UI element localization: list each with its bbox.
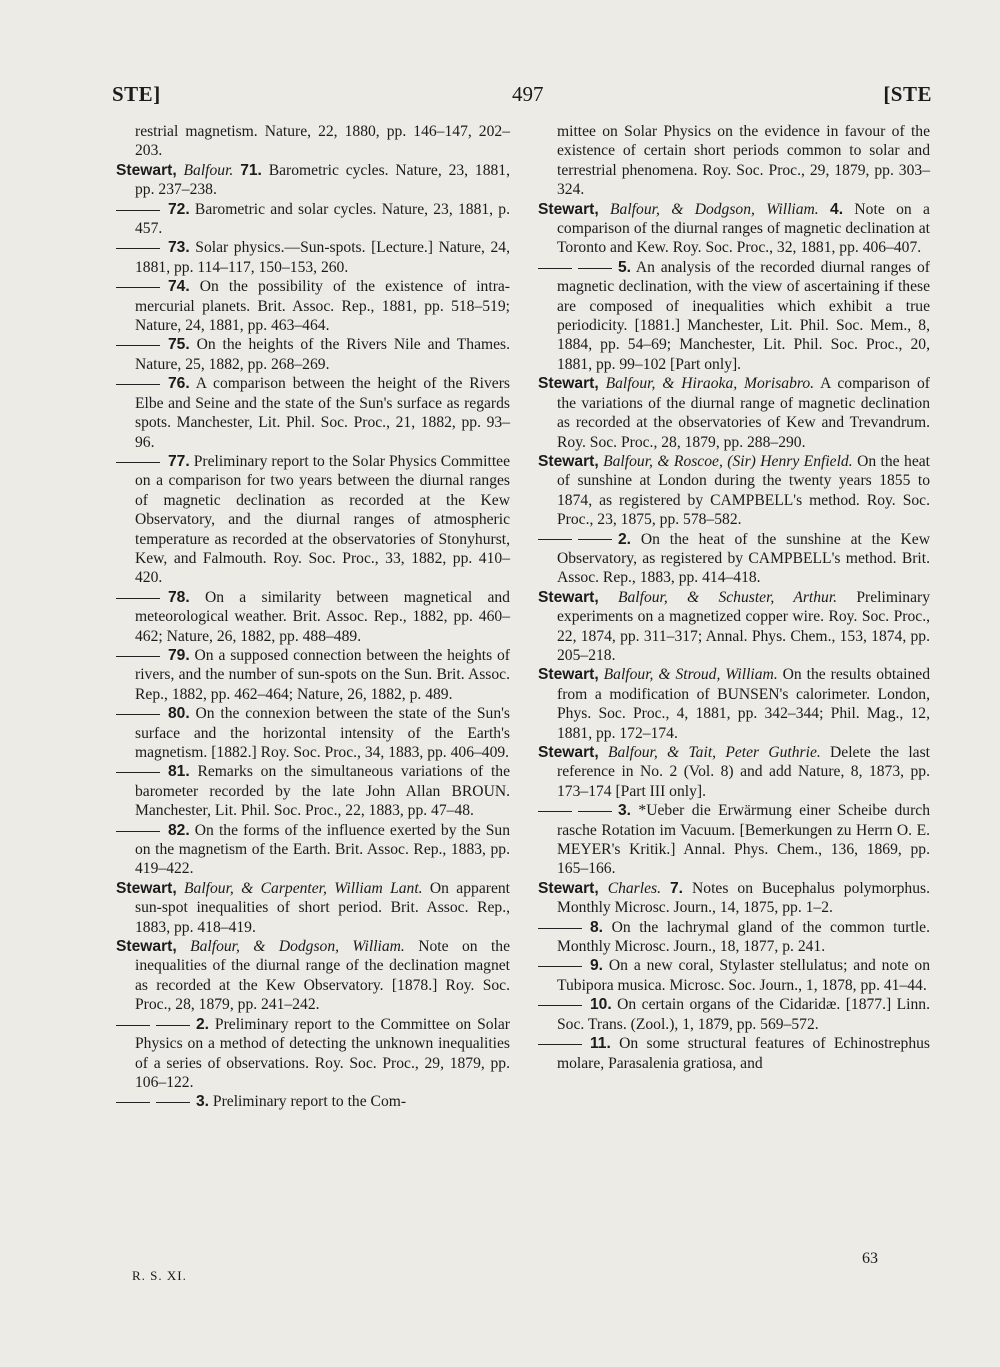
bibliography-entry — [116, 238, 510, 277]
entry-text: On the possibility of the existence of intra-mercurial planets. Brit. Assoc. Rep., 1881, pp. 518–519; Nature, 24, 1881, pp. 463–464. — [135, 278, 510, 335]
signature-mark: R. S. XI. — [132, 1268, 187, 1283]
entry-author: Stewart, — [538, 588, 599, 606]
entry-text: On the heat of the sunshine at the Kew Observatory, as registered by CAMPBELL's method. Brit. Assoc. Rep., 1883, pp. 414–418. — [557, 530, 930, 587]
bibliography-entry — [538, 956, 930, 995]
entry-number: 81. — [168, 763, 190, 781]
left-column — [116, 122, 510, 1112]
entry-text: On some structural features of Echinostrephus molare, Parasalenia gratiosa, and — [557, 1035, 930, 1072]
bibliography-entry — [538, 200, 930, 258]
entry-text: On the heights of the Rivers Nile and Thames. Nature, 25, 1882, pp. 268–269. — [135, 336, 511, 373]
entry-text: On the lachrymal gland of the common turtle. Monthly Microsc. Journ., 18, 1877, p. 241. — [557, 918, 930, 956]
entry-text: A comparison of the variations of the diurnal range of magnetic declination as recorded at the observatories of Kew and Trevandrum. Roy. Soc. Proc., 28, 1879, pp. 288–290. — [557, 375, 930, 451]
bibliography-entry — [116, 704, 510, 762]
entry-text: Notes on Bucephalus polymorphus. Monthly Microsc. Journ., 14, 1875, pp. 1–2. — [557, 879, 930, 917]
entry-text: Solar physics.—Sun-spots. [Lecture.] Nature, 24, 1881, pp. 114–117, 150–153, 260. — [135, 239, 511, 276]
ditto-dash — [116, 210, 160, 211]
ditto-dash — [538, 1005, 582, 1006]
bibliography-entry — [538, 258, 930, 374]
entry-text: Preliminary experiments on a magnetized copper wire. Roy. Soc. Proc., 22, 1874, pp. 311–317; Annal. Phys. Chem., 153, 1874, pp. 205–218. — [557, 588, 930, 664]
entry-text: On the heat of sunshine at London during the twenty years 1855 to 1874, as registered by CAMPBELL's method. Roy. Soc. Proc., 23, 1875, pp. 578–582. — [557, 452, 930, 529]
entry-text: Barometric and solar cycles. Nature, 23, 1881, p. 457. — [135, 200, 510, 238]
entry-text: restrial magnetism. Nature, 22, 1880, pp. 146–147, 202–203. — [135, 123, 510, 160]
entry-author: Stewart, — [538, 744, 599, 761]
entry-text: On the connexion between the state of the Sun's surface and the horizontal intensity of the Earth's magnetism. [1882.] Roy. Soc. Proc., 34, 1883, pp. 406–409. — [135, 705, 511, 761]
entry-author-given: Charles. — [607, 879, 661, 897]
entry-text: On the forms of the influence exerted by the Sun on the magnetism of the Earth. Brit. Assoc. Rep., 1883, pp. 419–422. — [135, 821, 511, 878]
entry-number: 82. — [168, 821, 190, 839]
bibliography-entry — [538, 743, 930, 801]
ditto-dash — [538, 1044, 582, 1045]
entry-text: mittee on Solar Physics on the evidence in favour of the existence of certain short periods common to solar and terrestrial phenomena. Roy. Soc. Proc., 29, 1879, pp. 303–324. — [557, 123, 930, 199]
entry-author: Stewart, — [538, 375, 599, 393]
bibliography-entry — [116, 374, 510, 452]
entry-number: 2. — [196, 1015, 210, 1033]
bibliography-entry — [116, 161, 510, 200]
ditto-dash — [116, 831, 160, 832]
ditto-dash — [538, 539, 572, 540]
entry-number: 71. — [240, 161, 262, 179]
entry-number: 79. — [168, 646, 190, 664]
ditto-dash — [116, 384, 160, 385]
bibliography-entry — [116, 821, 510, 879]
entry-number: 7. — [670, 879, 684, 897]
bibliography-entry — [538, 1034, 930, 1073]
ditto-dash — [116, 772, 160, 773]
bibliography-entry — [116, 762, 510, 820]
entry-author-given: Balfour, & Dodgson, William. — [610, 200, 819, 218]
entry-text: Remarks on the simultaneous variations of the barometer recorded by the late John Allan BROUN. Manchester, Lit. Phil. Soc. Proc., 22, 1883, pp. 47–48. — [135, 763, 510, 820]
ditto-dash — [156, 1102, 190, 1103]
entry-number: 72. — [168, 200, 190, 218]
bibliography-entry — [116, 452, 510, 588]
entry-number: 78. — [168, 588, 190, 606]
header-left-catchword: STE] — [112, 82, 161, 106]
bibliography-entry — [538, 530, 930, 588]
entry-text: Barometric cycles. Nature, 23, 1881, pp. 237–238. — [135, 161, 510, 199]
entry-number: 2. — [618, 530, 632, 548]
entry-number: 10. — [590, 996, 612, 1014]
entry-author-given: Balfour, & Carpenter, William Lant. — [184, 879, 423, 897]
entry-text: An analysis of the recorded diurnal ranges of magnetic declination, with the view of ascertaining if these are composed of inequalities which exhibit a true periodicity. [1881.] Manchester, Lit. Phil. Soc. Mem., 8, 1884, pp. 54–69; Manchester, Lit. Phil. Soc. Proc., 20, 1881, pp. 99–102 [Part only]. — [557, 258, 930, 373]
bibliography-entry — [116, 588, 510, 646]
ditto-dash — [116, 287, 160, 288]
entry-author-given: Balfour, & Dodgson, William. — [190, 938, 405, 956]
entry-author-given: Balfour, & Tait, Peter Guthrie. — [607, 744, 821, 761]
entry-author-given: Balfour, & Roscoe, (Sir) Henry Enfield. — [603, 452, 853, 470]
bibliography-entry — [538, 918, 930, 957]
entry-text: Preliminary report to the Com- — [212, 1093, 407, 1111]
entry-text: On a new coral, Stylaster stellulatus; and note on Tubipora musica. Microsc. Soc. Journ., 1, 1878, pp. 41–44. — [557, 957, 930, 994]
entry-text: On apparent sun-spot inequalities of short period. Brit. Assoc. Rep., 1883, pp. 418–419. — [135, 879, 510, 936]
bibliography-entry — [538, 801, 930, 879]
entry-number: 76. — [168, 375, 190, 393]
entry-author: Stewart, — [538, 666, 599, 684]
entry-author: Stewart, — [538, 452, 599, 470]
bibliography-entry — [538, 665, 930, 743]
entry-text: *Ueber die Erwärmung einer Scheibe durch rasche Rotation im Vacuum. [Bemerkungen zu Herrn O. E. MEYER's Kritik.] Annal. Phys. Chem., 136, 1869, pp. 165–166. — [557, 802, 930, 878]
entry-number: 8. — [590, 918, 604, 936]
entry-number: 74. — [168, 278, 190, 296]
ditto-dash — [538, 966, 582, 967]
entry-number: 77. — [168, 452, 190, 470]
bibliography-entry — [116, 200, 510, 239]
ditto-dash — [578, 539, 612, 540]
bibliography-entry — [538, 452, 930, 530]
entry-number: 3. — [618, 802, 632, 820]
right-column — [538, 122, 930, 1073]
entry-number: 3. — [196, 1093, 210, 1111]
header-right-catchword: [STE — [883, 82, 932, 106]
bibliography-entry — [538, 122, 930, 200]
ditto-dash — [538, 811, 572, 812]
ditto-dash — [156, 1025, 190, 1026]
entry-author-given: Balfour, & Stroud, William. — [603, 666, 778, 684]
entry-author: Stewart, — [538, 879, 599, 897]
entry-text: On a similarity between magnetical and meteorological weather. Brit. Assoc. Rep., 1882, pp. 460–462; Nature, 26, 1882, pp. 488–489. — [135, 588, 510, 645]
bibliography-entry — [116, 646, 510, 704]
entry-text: Delete the last reference in No. 2 (Vol. 8) and add Nature, 8, 1873, pp. 173–174 [Part III only]. — [557, 744, 930, 800]
entry-author: Stewart, — [538, 200, 599, 218]
ditto-dash — [538, 268, 572, 269]
entry-number: 9. — [590, 957, 604, 975]
ditto-dash — [116, 248, 160, 249]
bibliography-entry — [116, 1015, 510, 1093]
ditto-dash — [538, 928, 582, 929]
bibliography-entry — [538, 995, 930, 1034]
page-number: 497 — [512, 82, 544, 106]
entry-number: 11. — [590, 1035, 611, 1053]
entry-text: A comparison between the height of the Rivers Elbe and Seine and the state of the Sun's surface as regards spots. Manchester, Lit. Phil. Soc. Proc., 21, 1882, pp. 93–96. — [135, 375, 510, 451]
entry-text: Preliminary report to the Committee on Solar Physics on a method of detecting the unknown inequalities of a series of observations. Roy. Soc. Proc., 29, 1879, pp. 106–122. — [135, 1015, 511, 1091]
bibliography-entry — [538, 374, 930, 452]
entry-number: 4. — [830, 200, 844, 218]
bibliography-entry — [538, 879, 930, 918]
entry-text: On a supposed connection between the heights of rivers, and the number of sun-spots on the Sun. Brit. Assoc. Rep., 1882, pp. 462–464; Nature, 26, 1882, p. 489. — [135, 646, 510, 703]
ditto-dash — [578, 268, 612, 269]
running-header — [112, 82, 932, 116]
entry-text: Preliminary report to the Solar Physics Committee on a comparison for two years between the diurnal ranges of magnetic declination as recorded at the Kew Observatory, and the diurnal ranges of atmospheric temperature as recorded at the observatories of Stonyhurst, Kew, and Falmouth. Roy. Soc. Proc., 33, 1882, pp. 410–420. — [135, 452, 510, 587]
ditto-dash — [116, 1025, 150, 1026]
entry-number: 75. — [168, 336, 190, 354]
bibliography-entry — [538, 588, 930, 666]
entry-author-given: Balfour, & Hiraoka, Morisabro. — [605, 375, 815, 393]
entry-author: Stewart, — [116, 161, 177, 179]
ditto-dash — [116, 656, 160, 657]
entry-text: Note on a comparison of the diurnal ranges of magnetic declination at Toronto and Kew. Roy. Soc. Proc., 32, 1881, pp. 406–407. — [557, 200, 930, 257]
ditto-dash — [116, 714, 160, 715]
entry-text: On certain organs of the Cidaridæ. [1877.] Linn. Soc. Trans. (Zool.), 1, 1879, pp. 569–572. — [557, 996, 930, 1033]
entry-number: 5. — [618, 258, 632, 276]
entry-author: Stewart, — [116, 879, 177, 897]
ditto-dash — [578, 811, 612, 812]
bibliography-entry — [116, 1092, 510, 1111]
ditto-dash — [116, 462, 160, 463]
bibliography-entry — [116, 122, 510, 161]
ditto-dash — [116, 598, 160, 599]
bibliography-entry — [116, 277, 510, 335]
bibliography-entry — [116, 335, 510, 374]
entry-text: Note on the inequalities of the diurnal range of the declination magnet as recorded at the Kew Observatory. [1878.] Roy. Soc. Proc., 28, 1879, pp. 241–242. — [135, 938, 510, 1014]
entry-author: Stewart, — [116, 938, 177, 956]
ditto-dash — [116, 345, 160, 346]
entry-text: On the results obtained from a modification of BUNSEN's calorimeter. London, Phys. Soc. Proc., 4, 1881, pp. 342–344; Phil. Mag., 12, 1881, pp. 172–174. — [557, 666, 931, 742]
entry-number: 73. — [168, 239, 190, 257]
entry-number: 80. — [168, 705, 190, 723]
entry-author-given: Balfour. — [183, 161, 234, 179]
sheet-number: 63 — [862, 1250, 878, 1267]
ditto-dash — [116, 1102, 150, 1103]
bibliography-entry — [116, 879, 510, 937]
entry-author-given: Balfour, & Schuster, Arthur. — [617, 588, 838, 606]
bibliography-entry — [116, 937, 510, 1015]
